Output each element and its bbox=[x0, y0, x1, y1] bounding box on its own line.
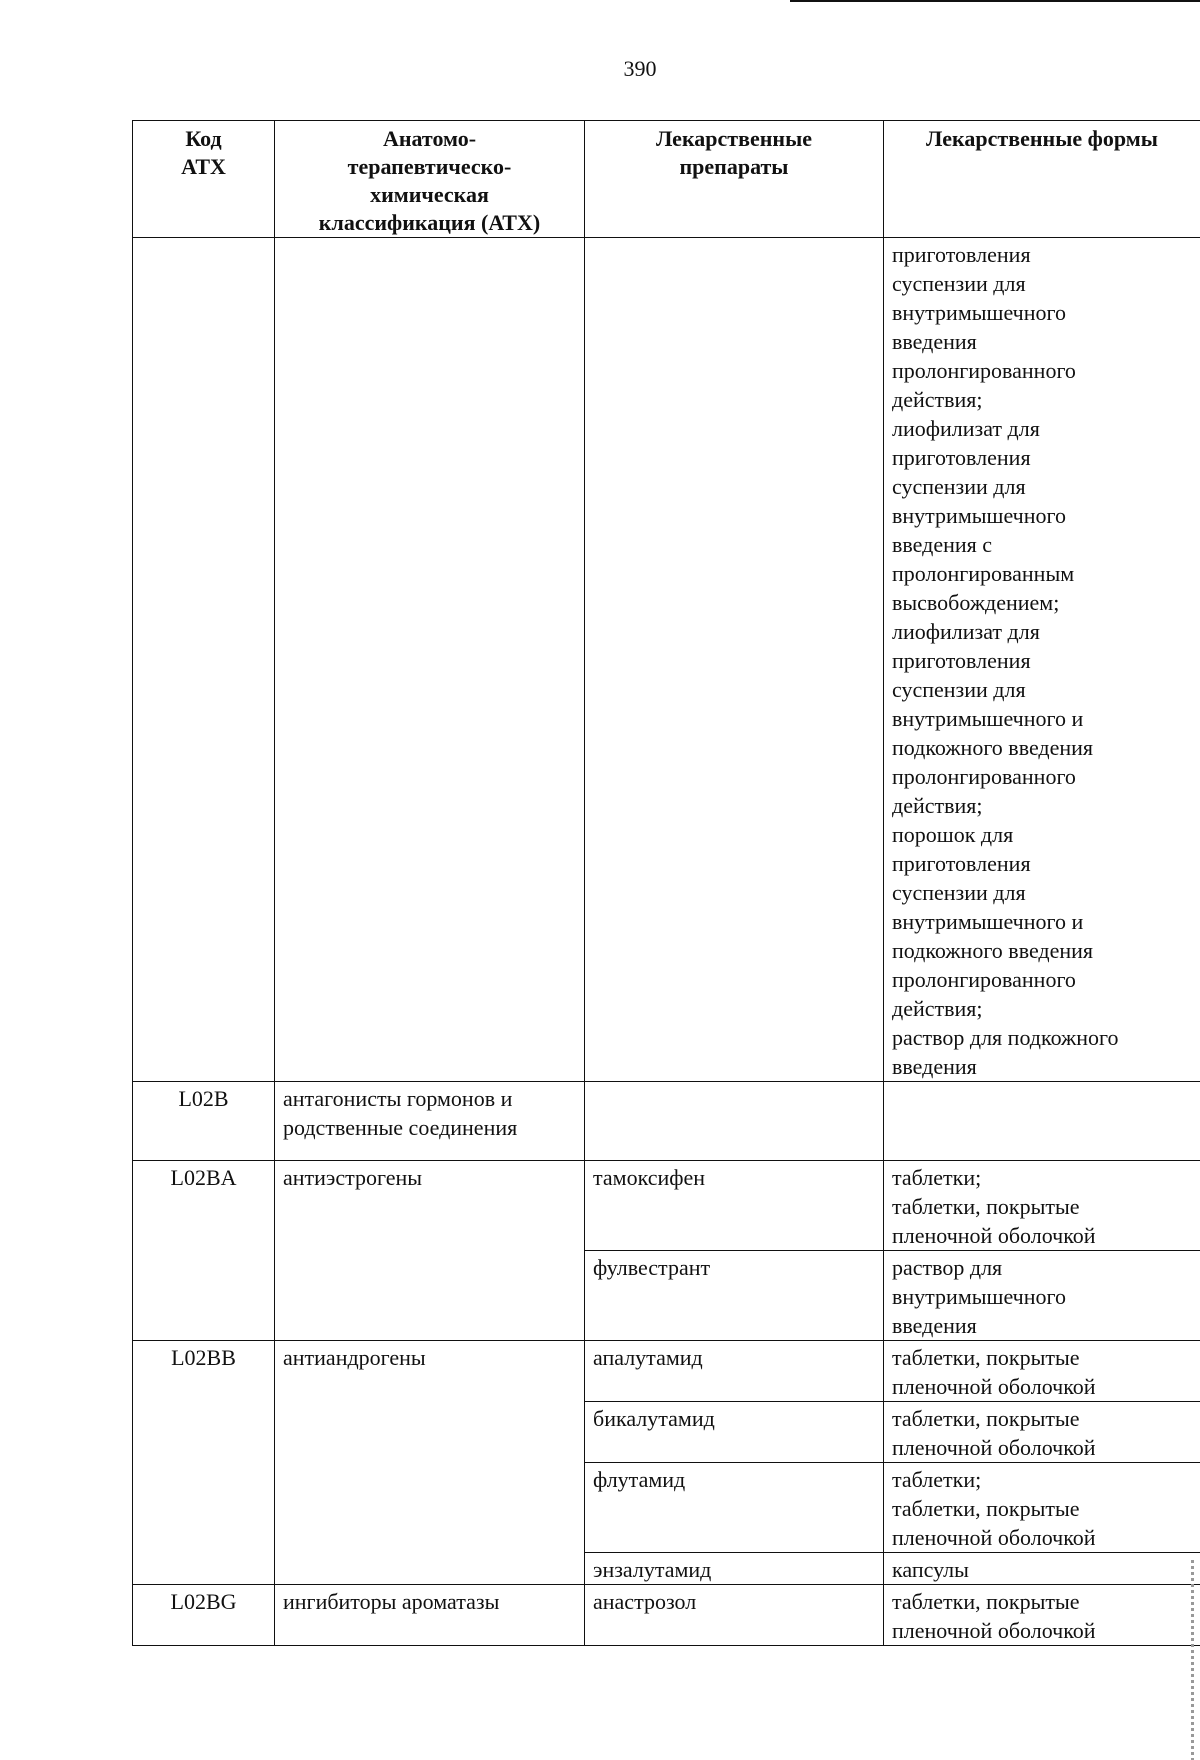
header-drugs: Лекарственные препараты bbox=[585, 121, 884, 238]
form-line: приготовления bbox=[892, 445, 1031, 470]
form-line: пленочной оболочкой bbox=[892, 1525, 1096, 1550]
form-line: лиофилизат для bbox=[892, 619, 1040, 644]
code-cell bbox=[133, 238, 275, 1082]
page-number: 390 bbox=[623, 56, 657, 81]
classification-cell bbox=[275, 1402, 585, 1463]
form-line: пролонгированного bbox=[892, 967, 1076, 992]
form-line: введения bbox=[892, 1054, 977, 1079]
form-line: суспензии для bbox=[892, 474, 1026, 499]
forms-cell bbox=[884, 238, 1200, 1082]
form-line: приготовления bbox=[892, 242, 1031, 267]
classification-cell bbox=[275, 1585, 585, 1646]
forms-cell bbox=[884, 1553, 1200, 1585]
table-row bbox=[133, 1463, 1200, 1553]
classification-line: ингибиторы ароматазы bbox=[283, 1589, 500, 1614]
scan-edge bbox=[1191, 1560, 1194, 1760]
form-line: лиофилизат для bbox=[892, 416, 1040, 441]
form-line: порошок для bbox=[892, 822, 1014, 847]
classification-cell bbox=[275, 1082, 585, 1161]
form-line: приготовления bbox=[892, 851, 1031, 876]
table-row bbox=[133, 1585, 1200, 1646]
form-line: таблетки, покрытые bbox=[892, 1496, 1080, 1521]
form-line: пленочной оболочкой bbox=[892, 1374, 1096, 1399]
forms-cell bbox=[884, 1161, 1200, 1251]
drug-cell bbox=[585, 238, 884, 1082]
form-line: подкожного введения bbox=[892, 938, 1094, 963]
code-cell: L02B bbox=[133, 1082, 275, 1161]
form-line: приготовления bbox=[892, 648, 1031, 673]
form-line: суспензии для bbox=[892, 271, 1026, 296]
classification-cell bbox=[275, 1251, 585, 1341]
form-line: внутримышечного bbox=[892, 503, 1066, 528]
form-line: внутримышечного и bbox=[892, 909, 1084, 934]
form-line: раствор для подкожного bbox=[892, 1025, 1119, 1050]
drug-cell: апалутамид bbox=[585, 1341, 884, 1402]
form-line: пленочной оболочкой bbox=[892, 1435, 1096, 1460]
classification-cell bbox=[275, 1341, 585, 1402]
header-row bbox=[133, 121, 1200, 238]
code-cell: L02BG bbox=[133, 1585, 275, 1646]
header-forms: Лекарственные формы bbox=[884, 121, 1200, 238]
table-row bbox=[133, 238, 1200, 1082]
classification-cell bbox=[275, 1553, 585, 1585]
classification-cell bbox=[275, 1463, 585, 1553]
code-cell bbox=[133, 1251, 275, 1341]
form-line: внутримышечного bbox=[892, 300, 1066, 325]
table-body bbox=[133, 238, 1200, 1646]
form-line: пленочной оболочкой bbox=[892, 1618, 1096, 1643]
drug-cell: фулвестрант bbox=[585, 1251, 884, 1341]
code-cell bbox=[133, 1553, 275, 1585]
form-line: действия; bbox=[892, 793, 983, 818]
classification-line: антагонисты гормонов и bbox=[283, 1086, 513, 1111]
form-line: подкожного введения bbox=[892, 735, 1094, 760]
table-row bbox=[133, 1082, 1200, 1161]
form-line: высвобождением; bbox=[892, 590, 1060, 615]
code-cell bbox=[133, 1402, 275, 1463]
table-row bbox=[133, 1553, 1200, 1585]
header-classification: Анатомо- терапевтическо- химическая классификация (АТХ) bbox=[275, 121, 585, 238]
form-line: внутримышечного bbox=[892, 1284, 1066, 1309]
form-line: таблетки, покрытые bbox=[892, 1589, 1080, 1614]
form-line: таблетки; bbox=[892, 1165, 982, 1190]
table-row bbox=[133, 1402, 1200, 1463]
form-line: пролонгированного bbox=[892, 764, 1076, 789]
form-line: суспензии для bbox=[892, 677, 1026, 702]
top-rule bbox=[790, 0, 1200, 2]
drug-cell: флутамид bbox=[585, 1463, 884, 1553]
form-line: действия; bbox=[892, 387, 983, 412]
classification-cell bbox=[275, 238, 585, 1082]
code-cell: L02BA bbox=[133, 1161, 275, 1251]
classification-cell bbox=[275, 1161, 585, 1251]
drug-cell: тамоксифен bbox=[585, 1161, 884, 1251]
drug-cell: энзалутамид bbox=[585, 1553, 884, 1585]
form-line: таблетки, покрытые bbox=[892, 1194, 1080, 1219]
form-line: таблетки, покрытые bbox=[892, 1345, 1080, 1370]
classification-line: антиандрогены bbox=[283, 1345, 426, 1370]
form-line: введения bbox=[892, 1313, 977, 1338]
form-line: пленочной оболочкой bbox=[892, 1223, 1096, 1248]
form-line: введения bbox=[892, 329, 977, 354]
forms-cell bbox=[884, 1082, 1200, 1161]
code-cell: L02BB bbox=[133, 1341, 275, 1402]
code-cell bbox=[133, 1463, 275, 1553]
header-code: Код ATX bbox=[133, 121, 275, 238]
form-line: капсулы bbox=[892, 1557, 969, 1582]
form-line: действия; bbox=[892, 996, 983, 1021]
forms-cell bbox=[884, 1585, 1200, 1646]
atx-table bbox=[132, 120, 1200, 1646]
form-line: пролонгированным bbox=[892, 561, 1075, 586]
form-line: внутримышечного и bbox=[892, 706, 1084, 731]
form-line: таблетки, покрытые bbox=[892, 1406, 1080, 1431]
form-line: таблетки; bbox=[892, 1467, 982, 1492]
table-row bbox=[133, 1161, 1200, 1251]
drug-cell: бикалутамид bbox=[585, 1402, 884, 1463]
classification-line: антиэстрогены bbox=[283, 1165, 423, 1190]
table-row bbox=[133, 1251, 1200, 1341]
form-line: раствор для bbox=[892, 1255, 1003, 1280]
form-line: пролонгированного bbox=[892, 358, 1076, 383]
forms-cell bbox=[884, 1251, 1200, 1341]
drug-cell bbox=[585, 1082, 884, 1161]
table-row bbox=[133, 1341, 1200, 1402]
forms-cell bbox=[884, 1463, 1200, 1553]
drug-cell: анастрозол bbox=[585, 1585, 884, 1646]
form-line: суспензии для bbox=[892, 880, 1026, 905]
forms-cell bbox=[884, 1341, 1200, 1402]
classification-line: родственные соединения bbox=[283, 1115, 518, 1140]
form-line: введения с bbox=[892, 532, 993, 557]
forms-cell bbox=[884, 1402, 1200, 1463]
